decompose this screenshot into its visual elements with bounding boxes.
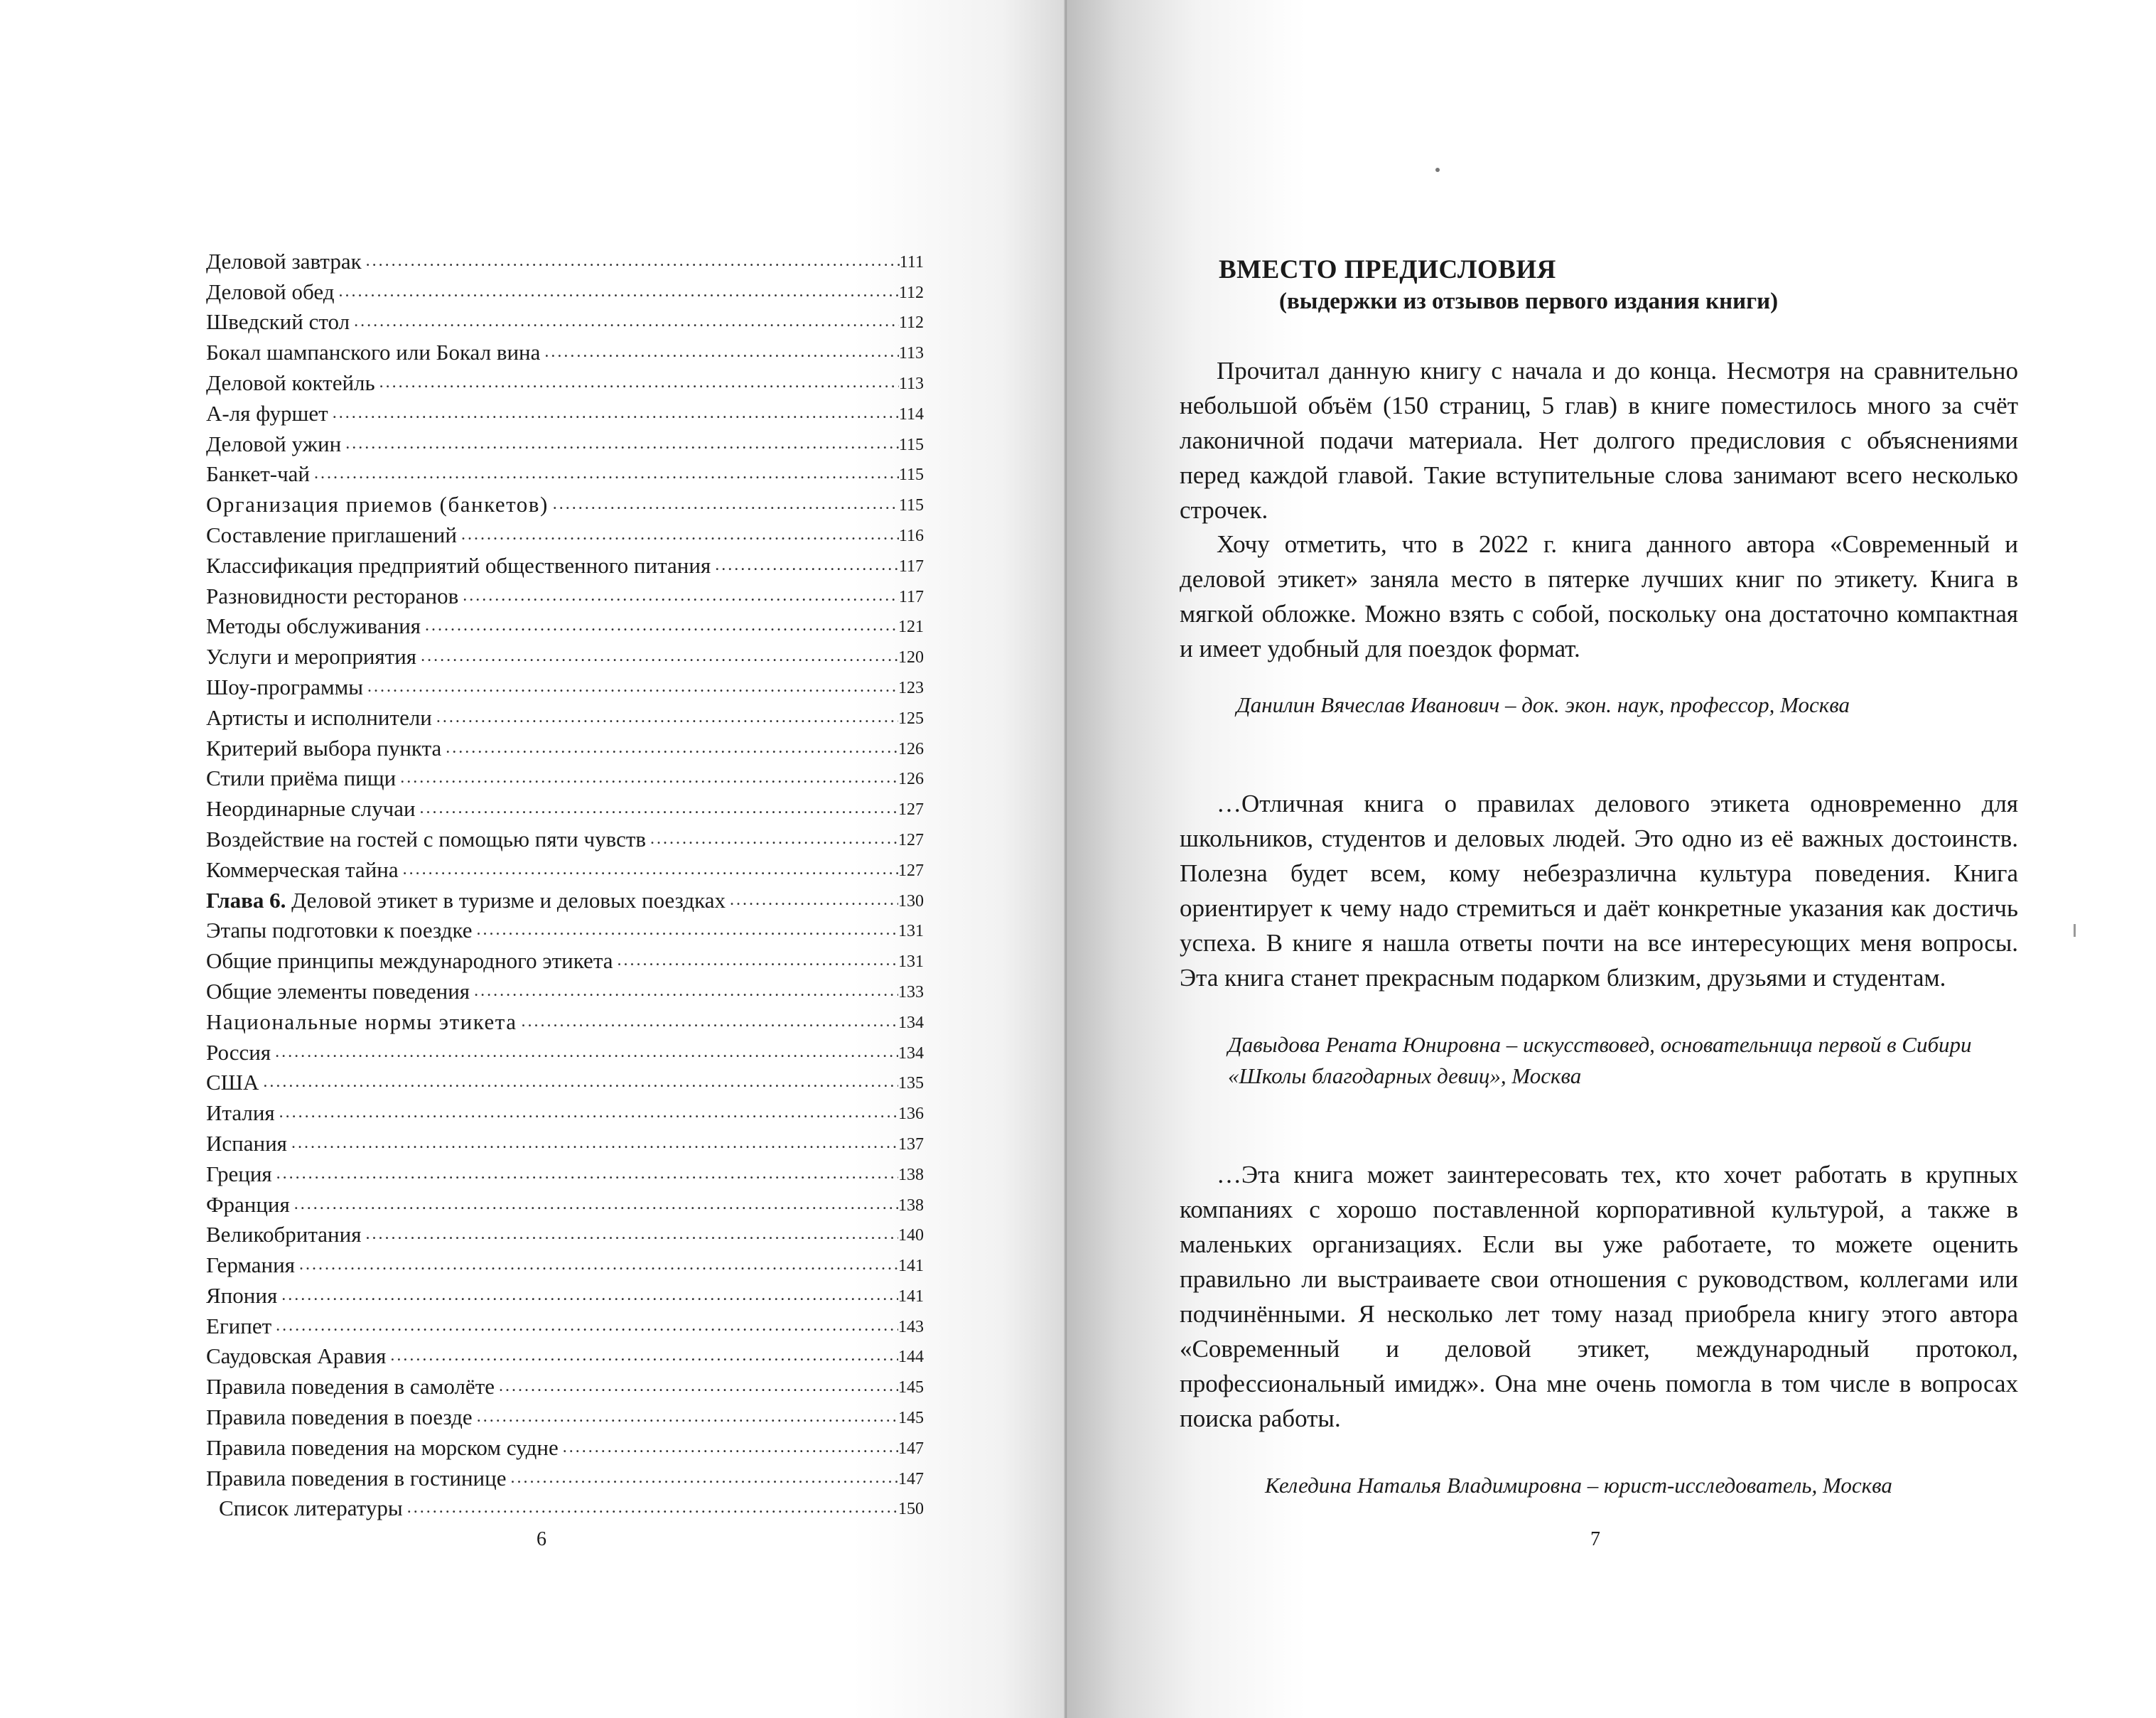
toc-page-number: 126 (898, 770, 924, 789)
toc-dot-leader (291, 1134, 898, 1151)
toc-entry (206, 242, 924, 272)
review-paragraph-4: …Эта книга может заинтересовать тех, кто хочет работать в крупных компаниях с хорошо поставленной корпоративной культурой, а также в маленьких организациях. Если вы уже работаете, то можете оценить правильно ли выстраиваете свои отношения с руководством, коллегами или подчинёнными. Я несколько лет тому назад приобрела книгу этого автора «Современный и деловой этикет, международный протокол, профессиональный имидж». Она мне очень помогла в том числе в вопросах поиска работы. (1180, 1161, 2018, 1432)
toc-dot-leader (421, 648, 898, 665)
toc-entry (206, 1215, 924, 1246)
toc-entry-title: Саудовская Аравия (206, 1343, 387, 1369)
toc-page-number: 141 (898, 1257, 924, 1276)
toc-page-number: 131 (898, 952, 924, 972)
review-signature-1: Данилин Вячеслав Иванович – док. экон. наук, профессор, Москва (1236, 692, 1850, 717)
toc-entry (206, 972, 924, 1002)
toc-page-number: 126 (898, 739, 924, 758)
toc-entry-title: Список литературы (219, 1496, 403, 1521)
toc-page-number: 147 (898, 1439, 924, 1458)
toc-entry-title: Греция (206, 1161, 272, 1186)
toc-entry-title: Коммерческая тайна (206, 857, 399, 882)
toc-entry (206, 911, 924, 942)
toc-entry (206, 759, 924, 790)
toc-dot-leader (463, 587, 899, 604)
toc-dot-leader (281, 1287, 898, 1304)
page-number-left: 6 (537, 1528, 546, 1550)
toc-entry (206, 1063, 924, 1094)
toc-entry (206, 1428, 924, 1459)
toc-entry-title: Бокал шампанского или Бокал вина (206, 340, 541, 365)
toc-dot-leader (333, 404, 899, 422)
toc-entry (206, 1033, 924, 1063)
review-signature-2: Давыдова Рената Юнировна – искусствовед, основательница первой в Сибири «Школы благодарных девиц», Москва (1228, 1032, 1972, 1088)
toc-entry (206, 1306, 924, 1337)
toc-entry (206, 1337, 924, 1368)
toc-page-number: 115 (898, 496, 924, 515)
toc-chapter-label: Глава 6. (206, 887, 286, 913)
toc-entry-title: Деловой коктейль (206, 370, 375, 395)
toc-entry-title: Этапы подготовки к поездке (206, 918, 473, 943)
toc-page-number: 121 (898, 618, 924, 637)
toc-entry (206, 789, 924, 820)
review-paragraph-1: Прочитал данную книгу с начала и до конца. Несмотря на сравнительно небольшой объём (150 страниц, 5 глав) в книге поместилось много за счёт лаконичной подачи материала. Нет долгого предисловия с объяснениями перед каждой главой. Такие вступительные слова занимают всего несколько строчек. (1180, 357, 2018, 524)
toc-entry-title: Общие элементы поведения (206, 978, 470, 1004)
toc-dot-leader (425, 617, 898, 634)
toc-dot-leader (314, 465, 899, 482)
toc-dot-leader (544, 343, 899, 360)
toc-dot-leader (294, 1196, 898, 1213)
toc-page-number: 113 (898, 374, 924, 393)
left-page (0, 0, 1066, 1718)
toc-entry (206, 363, 924, 394)
toc-dot-leader (650, 830, 898, 847)
toc-dot-leader (715, 557, 899, 574)
toc-entry (206, 576, 924, 607)
toc-entry-title: Стили приёма пищи (206, 766, 397, 791)
toc-dot-leader (366, 252, 900, 269)
toc-entry (206, 1367, 924, 1400)
toc-page-number: 136 (898, 1105, 924, 1124)
table-of-contents (206, 242, 924, 1519)
toc-entry-title: Египет (206, 1313, 272, 1338)
toc-entry-title: Италия (206, 1100, 275, 1126)
toc-entry (206, 850, 924, 881)
toc-page-number: 140 (898, 1226, 924, 1245)
toc-entry (206, 485, 924, 515)
toc-entry-title: Правила поведения в самолёте (206, 1374, 495, 1400)
toc-entry-title: А-ля фуршет (206, 400, 328, 426)
toc-page-number: 133 (898, 982, 924, 1002)
toc-dot-leader (420, 800, 898, 817)
toc-dot-leader (461, 526, 899, 543)
toc-page-number: 138 (898, 1196, 924, 1215)
toc-entry-title: Правила поведения на морском судне (206, 1434, 559, 1460)
toc-page-number: 150 (898, 1500, 924, 1519)
toc-dot-leader (276, 1165, 898, 1182)
toc-entry (206, 394, 924, 424)
toc-page-number: 145 (898, 1378, 924, 1397)
toc-entry-title: Критерий выбора пункта (206, 735, 442, 761)
toc-entry-title: Разновидности ресторанов (206, 583, 459, 608)
toc-page-number: 141 (898, 1287, 924, 1306)
toc-entry (206, 637, 924, 670)
toc-entry (206, 303, 924, 333)
toc-page-number: 120 (898, 648, 924, 667)
toc-dot-leader (553, 495, 899, 512)
toc-dot-leader (521, 1013, 898, 1030)
toc-page-number: 125 (898, 709, 924, 728)
toc-entry-title (206, 889, 730, 911)
toc-entry (206, 1276, 924, 1306)
toc-dot-leader (379, 374, 899, 391)
toc-entry (206, 698, 924, 729)
review-paragraph-3: …Отличная книга о правилах делового этикета одновременно для школьников, студентов и деловых людей. Это одно из её важных достоинств. Полезна будет всем, кому небезразлична культура поведения. Книга ориентирует к чему надо стремиться и даёт конкретные указания как достичь успеха. В книге я нашла ответы почти на все интересующих меня вопросы. Эта книга станет прекрасным подарком близким, друзьями и студентам. (1180, 790, 2018, 992)
review-paragraph-2: Хочу отметить, что в 2022 г. книга данного автора «Современный и деловой этикет» заняла место в пятерке лучших книг по этикету. Книга в мягкой обложке. Можно взять с собой, поскольку она достаточно компактная и имеет удобный для поездок формат. (1180, 530, 2018, 662)
toc-page-number: 115 (898, 435, 924, 454)
toc-entry-title: Испания (206, 1130, 287, 1156)
toc-dot-leader (263, 1073, 898, 1090)
toc-page-number: 117 (898, 587, 924, 606)
toc-entry (206, 1459, 924, 1489)
toc-dot-leader (276, 1317, 898, 1334)
toc-dot-leader (367, 678, 898, 695)
toc-entry (206, 1185, 924, 1215)
toc-entry-title: Национальные нормы этикета (206, 1009, 517, 1034)
page-number-right: 7 (1590, 1528, 1600, 1550)
toc-entry-title: Шведский стол (206, 309, 350, 335)
toc-dot-leader (400, 769, 898, 786)
toc-entry-title: Великобритания (206, 1222, 362, 1247)
toc-entry (206, 1154, 924, 1185)
toc-page-number: 127 (898, 800, 924, 820)
toc-dot-leader (339, 283, 899, 300)
toc-page-number: 116 (898, 526, 924, 545)
toc-dot-leader (354, 313, 899, 330)
toc-entry (206, 1245, 924, 1276)
toc-entry-title: Деловой ужин (206, 431, 342, 456)
toc-page-number: 134 (898, 1013, 924, 1032)
toc-dot-leader (275, 1043, 898, 1061)
toc-dot-leader (563, 1439, 898, 1456)
toc-entry-title: Германия (206, 1252, 295, 1278)
toc-entry (206, 546, 924, 576)
toc-page-number: 134 (898, 1043, 924, 1063)
toc-entry-title: Классификация предприятий общественного питания (206, 552, 711, 578)
toc-page-number: 137 (898, 1134, 924, 1154)
toc-entry-title: Шоу-программы (206, 674, 364, 699)
toc-entry-title: Деловой завтрак (206, 248, 362, 274)
toc-entry-title: Артисты и исполнители (206, 704, 432, 730)
toc-dot-leader (299, 1256, 898, 1273)
toc-entry (206, 881, 924, 911)
toc-dot-leader (474, 982, 898, 999)
toc-entry (206, 424, 924, 455)
toc-entry-title: США (206, 1070, 259, 1095)
toc-entry (206, 1124, 924, 1154)
toc-dot-leader (436, 709, 898, 726)
toc-page-number: 112 (898, 283, 924, 302)
print-mark (2074, 924, 2076, 937)
toc-entry-title: Услуги и мероприятия (206, 644, 417, 670)
toc-page-number: 117 (898, 557, 924, 576)
toc-entry-title: Общие принципы международного этикета (206, 948, 613, 974)
toc-entry (206, 515, 924, 546)
toc-page-number: 113 (898, 344, 924, 363)
toc-page-number: 135 (898, 1074, 924, 1093)
toc-entry-title: Япония (206, 1282, 278, 1308)
toc-page-number: 131 (898, 922, 924, 941)
toc-dot-leader (730, 891, 898, 908)
toc-page-number: 144 (898, 1348, 924, 1367)
toc-entry (206, 941, 924, 972)
toc-entry-title: Россия (206, 1039, 271, 1065)
toc-entry-title: Составление приглашений (206, 522, 457, 547)
toc-entry (206, 272, 924, 303)
toc-entry-title: Деловой обед (206, 279, 335, 304)
toc-entry (206, 455, 924, 485)
toc-dot-leader (365, 1225, 898, 1242)
toc-dot-leader (279, 1104, 898, 1121)
toc-entry-title: Методы обслуживания (206, 613, 421, 639)
toc-page-number: 111 (899, 252, 924, 272)
toc-entry-title: Франция (206, 1191, 290, 1217)
section-heading: ВМЕСТО ПРЕДИСЛОВИЯ (1219, 255, 1556, 284)
toc-entry (206, 333, 924, 363)
toc-entry-title: Правила поведения в поезде (206, 1405, 473, 1430)
toc-dot-leader (477, 921, 898, 938)
toc-entry-title: Неординарные случаи (206, 796, 416, 822)
toc-entry (206, 729, 924, 759)
book-gutter (1064, 0, 1068, 1718)
section-subheading: (выдержки из отзывов первого издания книги) (1279, 289, 1779, 314)
toc-page-number: 145 (898, 1409, 924, 1428)
toc-page-number: 115 (898, 466, 924, 485)
toc-page-number: 114 (898, 404, 924, 424)
toc-page-number: 138 (898, 1165, 924, 1184)
toc-dot-leader (511, 1469, 899, 1486)
toc-dot-leader (403, 861, 898, 878)
toc-dot-leader (618, 952, 898, 969)
toc-dot-leader (390, 1347, 898, 1364)
review-signature-3: Келедина Наталья Владимировна – юрист-исследователь, Москва (1265, 1473, 1892, 1498)
toc-entry (206, 820, 924, 850)
toc-page-number: 127 (898, 861, 924, 880)
toc-page-number: 147 (898, 1469, 924, 1488)
toc-page-number: 123 (898, 678, 924, 697)
toc-entry-title: Организация приемов (банкетов) (206, 492, 549, 517)
toc-dot-leader (407, 1499, 898, 1516)
toc-entry (206, 1002, 924, 1033)
print-speck (1435, 168, 1440, 172)
toc-page-number: 143 (898, 1317, 924, 1336)
toc-entry (206, 667, 924, 698)
toc-entry (206, 607, 924, 638)
toc-page-number: 127 (898, 830, 924, 849)
toc-entry (206, 1397, 924, 1428)
toc-entry (206, 1093, 924, 1124)
toc-dot-leader (477, 1408, 898, 1425)
toc-page-number: 112 (898, 313, 924, 333)
toc-entry-title: Правила поведения в гостинице (206, 1465, 507, 1491)
toc-entry (206, 1489, 924, 1520)
toc-dot-leader (499, 1378, 898, 1395)
toc-entry-title: Воздействие на гостей с помощью пяти чувств (206, 826, 647, 852)
toc-chapter-title: Деловой этикет в туризме и деловых поездках (291, 887, 726, 913)
toc-page-number: 130 (898, 891, 924, 911)
toc-dot-leader (446, 739, 898, 756)
toc-dot-leader (345, 435, 899, 452)
toc-entry-title: Банкет-чай (206, 461, 311, 487)
